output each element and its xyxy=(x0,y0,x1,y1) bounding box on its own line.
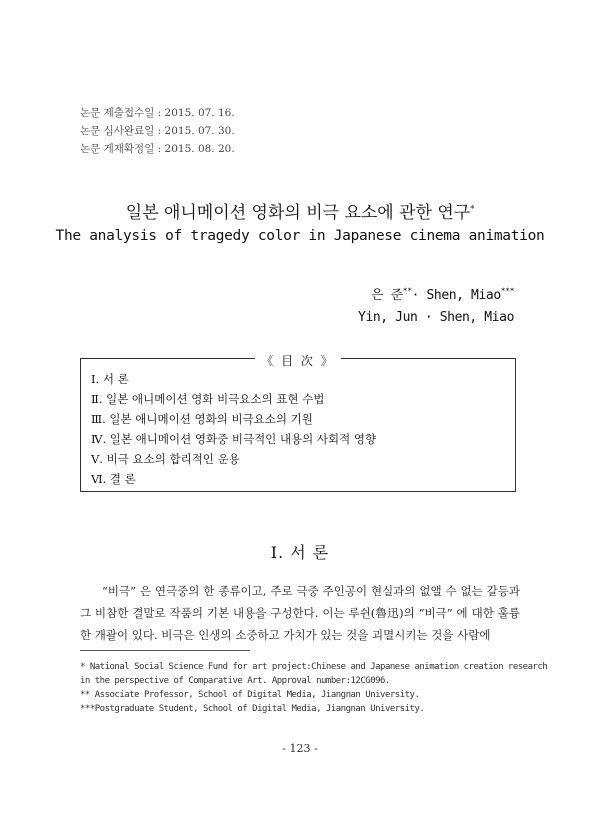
toc-item: Ⅲ. 일본 애니메이션 영화의 비극요소의 기원 xyxy=(91,412,313,426)
authors-korean xyxy=(358,285,514,307)
title-footnote-mark: * xyxy=(470,204,475,214)
toc-heading: 《 目 次 》 xyxy=(255,354,340,368)
footnote-funding: * National Social Science Fund for art project:Chinese and Japanese animation creation research xyxy=(80,662,548,672)
author1-footnote-mark: ** xyxy=(402,286,412,296)
paper-title-korean xyxy=(0,198,600,223)
toc-item: Ⅴ. 비극 요소의 합리적인 운용 xyxy=(91,452,240,466)
author-korean-name: 은 준 xyxy=(371,288,403,303)
submitted-date: 논문 제출접수일 : 2015. 07. 16. xyxy=(80,107,235,119)
toc-item: Ⅰ. 서 론 xyxy=(91,372,129,386)
paper-title-korean-text: 일본 애니메이션 영화의 비극 요소에 관한 연구 xyxy=(125,203,471,223)
toc-item: Ⅱ. 일본 애니메이션 영화 비극요소의 표현 수법 xyxy=(91,392,325,406)
confirmed-date: 논문 게재확정일 : 2015. 08. 20. xyxy=(80,143,235,155)
toc-item: Ⅵ. 결 론 xyxy=(91,472,136,486)
toc-list xyxy=(91,369,376,489)
authors-block xyxy=(358,285,514,329)
footnote-author1: ** Associate Professor, School of Digital Media, Jiangnan University. xyxy=(80,690,420,700)
footnote-funding-continued: in the perspective of Comparative Art. Approval number:12CG096. xyxy=(80,676,390,686)
toc-item: Ⅳ. 일본 애니메이션 영화중 비극적인 내용의 사회적 영향 xyxy=(91,432,377,446)
reviewed-date: 논문 심사완료일 : 2015. 07. 30. xyxy=(80,125,235,137)
body-text xyxy=(80,580,520,646)
section-heading: Ⅰ. 서 론 xyxy=(270,543,330,562)
authors-romanized: Yin, Jun · Shen, Miao xyxy=(358,310,514,325)
author2-footnote-mark: *** xyxy=(500,286,514,296)
footnotes xyxy=(80,660,548,716)
paper-title-english: The analysis of tragedy color in Japanese cinema animation xyxy=(55,228,545,244)
submission-dates xyxy=(80,104,235,158)
body-paragraph: “비극” 은 연극중의 한 종류이고, 주로 극중 주인공이 현실과의 없앨 수 없는 갈등과 그 비참한 결말로 작품의 기본 내용을 구성한다. 이는 루쉰(魯迅)의 “비극” 에 대한 훌륭한 개괄이 있다. 비극은 인생의 소중하고 가치가 있는 것을 괴멸시키는 것을 사람에 xyxy=(80,584,520,642)
toc-title-wrap xyxy=(81,350,515,369)
page-number: - 123 - xyxy=(282,742,318,755)
footnote-divider xyxy=(80,650,250,651)
table-of-contents xyxy=(80,354,516,492)
author2-name: · Shen, Miao xyxy=(411,288,501,303)
footnote-author2: ***Postgraduate Student, School of Digital Media, Jiangnan University. xyxy=(80,704,425,714)
